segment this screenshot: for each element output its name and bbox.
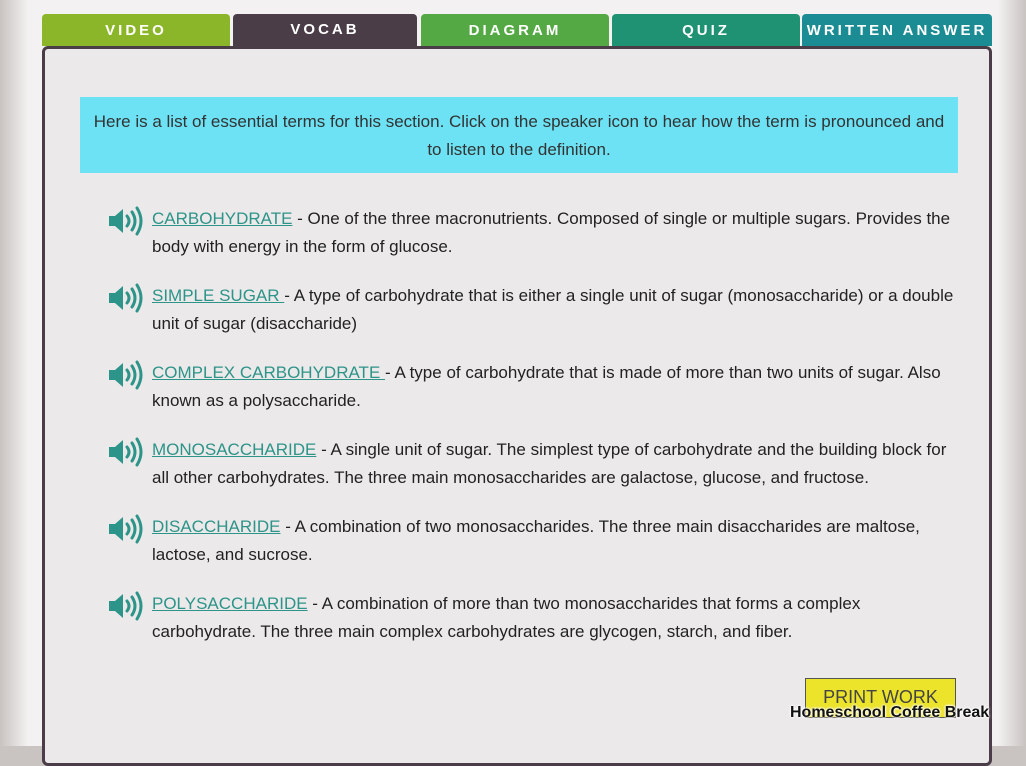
vocab-item (105, 590, 965, 646)
speaker-icon[interactable] (107, 360, 145, 390)
term-link-monosaccharide[interactable]: MONOSACCHARIDE (152, 440, 317, 459)
print-work-label: PRINT WORK (823, 686, 938, 707)
term-link-polysaccharide[interactable]: POLYSACCHARIDE (152, 594, 308, 613)
tab-written-answer-label: WRITTEN ANSWER (806, 21, 988, 39)
tab-video-label: VIDEO (105, 21, 167, 39)
term-definition: - A combination of two monosaccharides. The three main disaccharides are maltose, lactose, and sucrose. (152, 517, 920, 564)
vocab-list (105, 205, 965, 667)
term-link-disaccharide[interactable]: DISACCHARIDE (152, 517, 281, 536)
term-definition: - A type of carbohydrate that is made of more than two units of sugar. Also known as a polysaccharide. (152, 363, 941, 410)
vocab-panel (42, 46, 992, 766)
intro-text: Here is a list of essential terms for this section. Click on the speaker icon to hear how the term is pronounced and to listen to the definition. (93, 112, 945, 159)
tab-diagram[interactable] (421, 14, 609, 46)
vocab-item (105, 513, 965, 569)
term-definition: - One of the three macronutrients. Composed of single or multiple sugars. Provides the body with energy in the form of glucose. (152, 209, 951, 256)
tab-video[interactable] (42, 14, 230, 46)
vocab-item (105, 436, 965, 492)
vocab-item (105, 205, 965, 261)
speaker-icon[interactable] (107, 437, 145, 467)
term-definition: - A single unit of sugar. The simplest type of carbohydrate and the building block for all other carbohydrates. The three main monosaccharides are galactose, glucose, and fructose. (152, 440, 947, 487)
speaker-icon[interactable] (107, 206, 145, 236)
term-link-simple-sugar[interactable]: SIMPLE SUGAR (152, 286, 285, 305)
term-link-complex-carbohydrate[interactable]: COMPLEX CARBOHYDRATE (152, 363, 386, 382)
term-definition: - A combination of more than two monosaccharides that forms a complex carbohydrate. The three main complex carbohydrates are glycogen, starch, and fiber. (152, 594, 861, 641)
tab-diagram-label: DIAGRAM (468, 21, 562, 39)
tab-written-answer[interactable] (802, 14, 992, 46)
speaker-icon[interactable] (107, 514, 145, 544)
tab-quiz[interactable] (612, 14, 800, 46)
tab-vocab-label: VOCAB (290, 21, 360, 38)
term-link-carbohydrate[interactable]: CARBOHYDRATE (152, 209, 293, 228)
vocab-item (105, 359, 965, 415)
vocab-item (105, 282, 965, 338)
term-definition: - A type of carbohydrate that is either a single unit of sugar (monosaccharide) or a double unit of sugar (disaccharide) (152, 286, 954, 333)
speaker-icon[interactable] (107, 591, 145, 621)
intro-box (80, 97, 958, 173)
watermark-text: Homeschool Coffee Break (790, 704, 990, 721)
speaker-icon[interactable] (107, 283, 145, 313)
tab-quiz-label: QUIZ (682, 21, 730, 39)
